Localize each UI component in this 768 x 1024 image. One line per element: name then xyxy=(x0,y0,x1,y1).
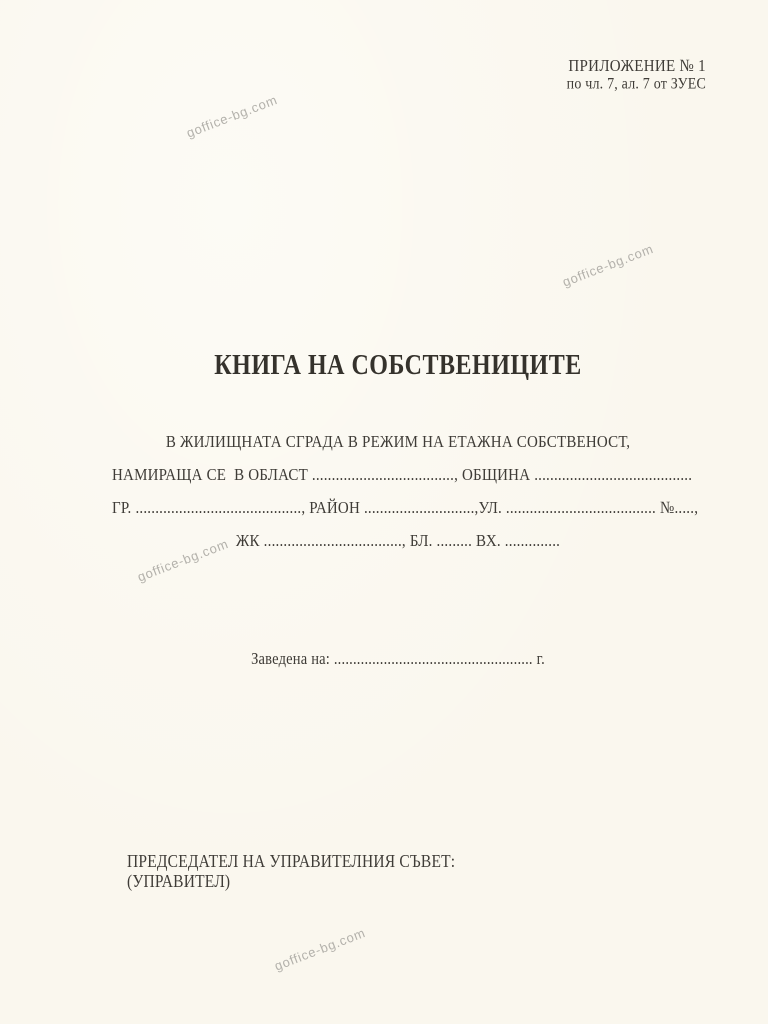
address-section xyxy=(112,424,699,556)
annex-number-label: ПРИЛОЖЕНИЕ № 1 xyxy=(568,57,706,76)
document-header xyxy=(567,57,706,92)
watermark-bottom-center: goffice-bg.com xyxy=(272,925,368,974)
signature-section xyxy=(127,851,455,890)
registered-on-line: Заведена на: .................................................... г. xyxy=(251,650,545,669)
city-rayon-street-line: ГР. .........................................., РАЙОН ............................,УЛ. ...................................... №....., xyxy=(112,499,699,518)
chairman-title-line: ПРЕДСЕДАТЕЛ НА УПРАВИТЕЛНИЯ СЪВЕТ: xyxy=(127,852,456,872)
legal-reference-label: по чл. 7, ал. 7 от ЗУЕС xyxy=(566,76,706,94)
manager-title-line: (УПРАВИТЕЛ) xyxy=(127,871,231,892)
watermark-middle-left: goffice-bg.com xyxy=(135,536,231,585)
document-title: КНИГА НА СОБСТВЕНИЦИТЕ xyxy=(214,350,582,382)
watermark-top-left: goffice-bg.com xyxy=(184,92,280,141)
watermark-middle-right: goffice-bg.com xyxy=(560,241,656,290)
oblast-obshtina-line: НАМИРАЩА СЕ В ОБЛАСТ ...................................., ОБЩИНА ........................................ xyxy=(112,466,693,485)
building-regime-line: В ЖИЛИЩНАТА СГРАДА В РЕЖИМ НА ЕТАЖНА СОБСТВЕНОСТ, xyxy=(165,433,631,452)
complex-block-entrance-line: ЖК ..................................., БЛ. ......... ВХ. .............. xyxy=(235,532,561,551)
